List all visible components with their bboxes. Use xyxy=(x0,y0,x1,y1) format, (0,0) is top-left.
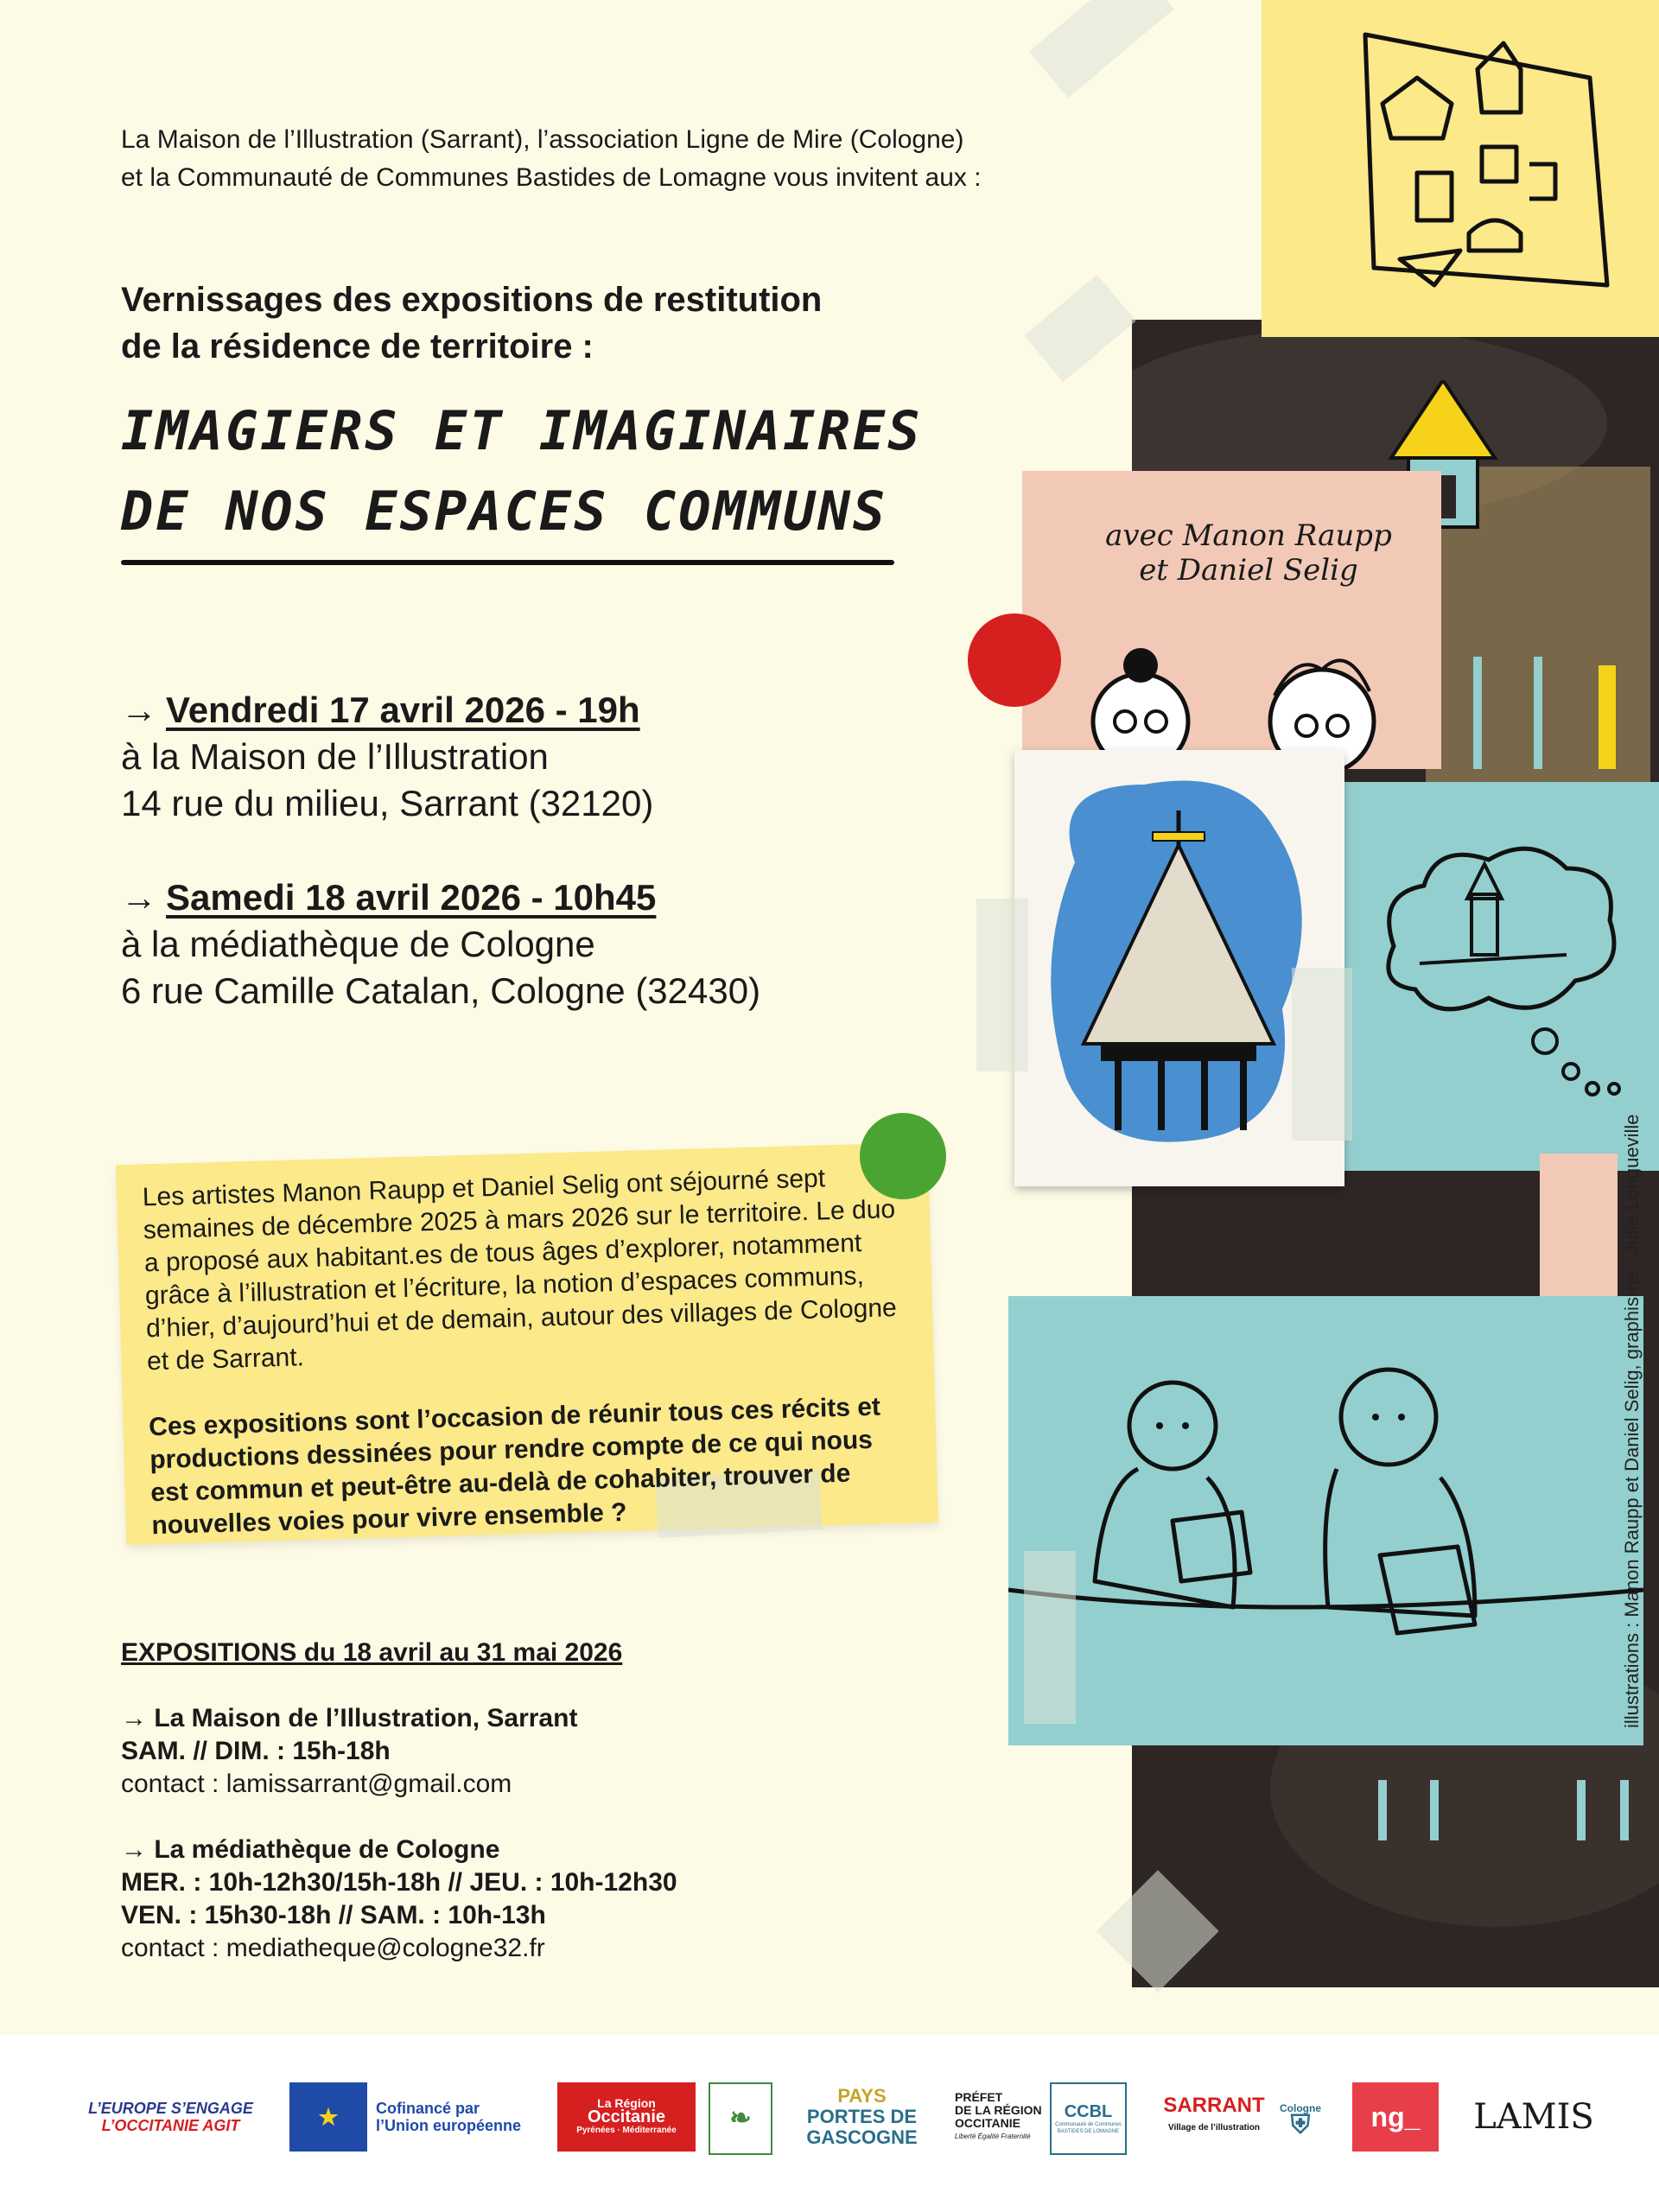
expositions-heading-dates: du 18 avril au 31 mai 2026 xyxy=(296,1638,623,1667)
tape-strip xyxy=(1024,275,1135,382)
cologne-logo-title: Cologne xyxy=(1280,2102,1321,2114)
event-place: à la médiathèque de Cologne xyxy=(121,924,595,964)
title-line-2: DE NOS ESPACES COMMUNS xyxy=(121,480,888,543)
sarrant-logo-subtitle: Village de l’illustration xyxy=(1168,2123,1260,2133)
illustration-credit: illustrations : Manon Raupp et Daniel Selig, graphisme : Julie Longueville xyxy=(1621,1114,1643,1728)
intro-line-2: et la Communauté de Communes Bastides de Lomagne vous invitent aux : xyxy=(121,163,982,192)
eu-logo-line-2: l’Union européenne xyxy=(376,2117,522,2134)
prefet-logo-line-4: Liberté Égalité Fraternité xyxy=(955,2133,1031,2140)
tape-strip xyxy=(1029,0,1174,98)
event-friday xyxy=(121,687,985,827)
sarrant-logo xyxy=(1162,2082,1266,2152)
europe-logo-line-1: L’EUROPE S’ENGAGE xyxy=(88,2100,253,2117)
tape-strip xyxy=(1292,968,1352,1141)
title-underline xyxy=(121,560,894,565)
note-text xyxy=(142,1160,912,1542)
intro-line-1: La Maison de l’Illustration (Sarrant), l’association Ligne de Mire (Cologne) xyxy=(121,125,964,154)
ccbl-logo-title: CCBL xyxy=(1064,2102,1113,2121)
intro-text xyxy=(121,121,1089,197)
region-logo-line-1: La Région xyxy=(597,2096,656,2110)
region-occitanie-logo xyxy=(557,2082,696,2152)
cologne-crest-logo xyxy=(1274,2082,1326,2152)
note-paragraph: Les artistes Manon Raupp et Daniel Selig ont séjourné sept semaines de décembre 2025 à mars 2026 sur le territoire. Le duo a proposé aux habitant.es de tous âges d’explorer, notamment grâce à l’illustration et l’écriture, la notion d’espaces communs, d’hier, d’aujourd’hui et de demain, autour des villages de Cologne et de Sarrant. xyxy=(142,1164,898,1376)
expositions-heading-underlined: EXPOSITIONS xyxy=(121,1638,297,1667)
leader-leaf-icon: ❧ xyxy=(709,2082,772,2155)
shield-icon: ⛨ xyxy=(1290,2111,1311,2139)
title-line-1: IMAGIERS ET IMAGINAIRES xyxy=(121,399,923,462)
sarrant-logo-title: SARRANT xyxy=(1163,2094,1265,2117)
event-date: Vendredi 17 avril 2026 - 19h xyxy=(166,690,640,730)
event-address: 6 rue Camille Catalan, Cologne (32430) xyxy=(121,970,761,1011)
caption-line-1: avec Manon Raupp xyxy=(1105,518,1392,553)
contact-sarrant: contact : lamissarrant@gmail.com xyxy=(121,1770,512,1798)
ccbl-logo-subtitle: Communauté de Communes BASTIDES DE LOMAGNE xyxy=(1055,2122,1122,2134)
eu-cofinance-logo xyxy=(376,2082,549,2152)
vernissage-line-2: de la résidence de territoire : xyxy=(121,327,594,365)
contact-cologne: contact : mediatheque@cologne32.fr xyxy=(121,1934,545,1962)
red-dot xyxy=(968,613,1061,707)
ccbl-logo xyxy=(1050,2082,1127,2155)
expositions-block xyxy=(121,1637,985,1965)
portraits-sketch xyxy=(1071,626,1434,769)
note-bold-paragraph: Ces expositions sont l’occasion de réunir tous ces récits et productions dessinées pour rendre compte de ce qui nous est commun et peut-être au-delà de cohabiter, trouver de nouvelles voies pour vivre ensemble ? xyxy=(148,1392,881,1541)
tape-strip xyxy=(976,899,1028,1071)
europe-occitanie-logo xyxy=(65,2082,276,2152)
lamis-logo: LAMIS xyxy=(1473,2097,1594,2137)
teal-drawing-card xyxy=(1008,1296,1643,1745)
event-saturday xyxy=(121,874,985,1014)
event-address: 14 rue du milieu, Sarrant (32120) xyxy=(121,783,654,823)
event-place: à la Maison de l’Illustration xyxy=(121,736,549,777)
teal-village-note xyxy=(1342,782,1659,1171)
region-logo-line-2: Occitanie xyxy=(587,2107,666,2126)
venue-sarrant: → La Maison de l’Illustration, Sarrant xyxy=(121,1704,578,1732)
pays-logo-line-2: PORTES DE xyxy=(806,2106,918,2127)
vernissage-heading xyxy=(121,276,985,370)
prefet-logo-line-3: OCCITANIE xyxy=(955,2116,1020,2130)
tape-strip xyxy=(1024,1551,1076,1724)
europe-logo-line-2: L’OCCITANIE AGIT xyxy=(101,2117,240,2134)
vernissage-line-1: Vernissages des expositions de restitution xyxy=(121,281,823,319)
arrow-icon: → xyxy=(121,877,157,918)
event-date: Samedi 18 avril 2026 - 10h45 xyxy=(166,877,657,918)
thought-bubble-village-icon xyxy=(1342,782,1659,1171)
expositions-heading xyxy=(121,1637,985,1669)
venue-cologne: → La médiathèque de Cologne xyxy=(121,1835,500,1864)
prefet-logo xyxy=(955,2082,1058,2152)
yellow-sketch-note xyxy=(1262,0,1659,337)
pays-logo-line-1: PAYS xyxy=(837,2085,887,2107)
artists-caption xyxy=(1076,518,1421,588)
eu-logo-line-1: Cofinancé par xyxy=(376,2100,480,2117)
region-logo-line-3: Pyrénées · Méditerranée xyxy=(576,2126,677,2135)
hours-sarrant: SAM. // DIM. : 15h-18h xyxy=(121,1737,391,1765)
arrow-icon: → xyxy=(121,690,157,730)
prefet-logo-line-2: DE LA RÉGION xyxy=(955,2103,1042,2117)
houses-sketch-icon xyxy=(1262,0,1659,337)
pays-logo-line-3: GASCOGNE xyxy=(806,2126,918,2148)
pays-portes-gascogne-logo xyxy=(782,2082,942,2152)
hours-cologne-1: MER. : 10h-12h30/15h-18h // JEU. : 10h-12h30 xyxy=(121,1868,677,1897)
caption-line-2: et Daniel Selig xyxy=(1139,553,1358,588)
people-drawing-icon xyxy=(1008,1296,1643,1745)
hours-cologne-2: VEN. : 15h30-18h // SAM. : 10h-13h xyxy=(121,1901,546,1929)
prefet-logo-line-1: PRÉFET xyxy=(955,2090,1003,2104)
ng-logo: ng_ xyxy=(1352,2082,1439,2152)
eu-flag-icon: ★ xyxy=(289,2082,367,2152)
